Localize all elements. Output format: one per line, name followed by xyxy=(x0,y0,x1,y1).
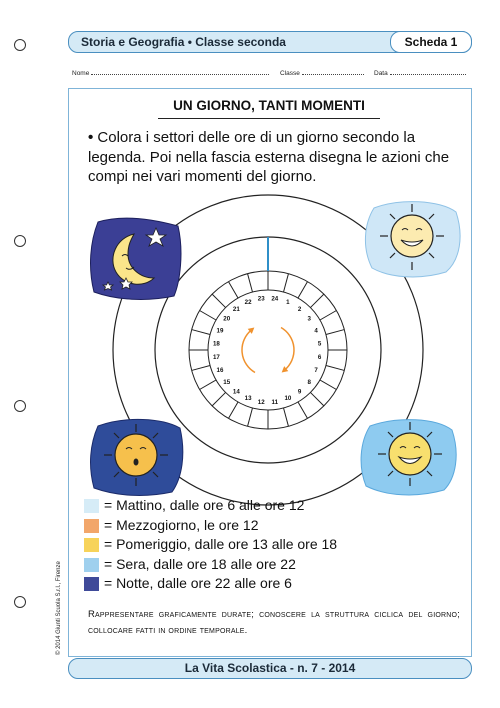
instruction-body: Colora i settori delle ore di un giorno secondo la legenda. Poi nella fascia esterna disegna le azioni che compi nei vari momenti del giorno. xyxy=(88,129,450,185)
hour-sector-divider xyxy=(320,380,336,390)
hour-number: 10 xyxy=(284,395,292,403)
hour-sector-divider xyxy=(200,311,216,321)
worksheet-tab: Scheda 1 xyxy=(390,31,472,53)
hour-sector-divider xyxy=(284,274,289,292)
morning-sun-picture xyxy=(360,196,464,280)
afternoon-sun-picture xyxy=(86,414,186,498)
hour-number: 19 xyxy=(216,327,224,335)
footer-bar: La Vita Scolastica - n. 7 - 2014 xyxy=(68,658,472,679)
hour-sector-divider xyxy=(192,330,210,335)
hour-sector-divider xyxy=(326,330,344,335)
legend-label: = Mezzogiorno, le ore 12 xyxy=(104,516,259,533)
legend-label: = Notte, dalle ore 22 alle ore 6 xyxy=(104,575,292,591)
hour-sector-divider xyxy=(298,282,308,298)
hour-number: 22 xyxy=(244,299,252,307)
legend-swatch xyxy=(84,577,99,591)
class-field-label: Classe xyxy=(280,70,300,77)
hour-number: 12 xyxy=(257,398,265,406)
hour-number: 18 xyxy=(212,340,220,348)
hour-sector-divider xyxy=(284,408,289,426)
evening-sun-picture xyxy=(356,414,460,498)
hour-number: 13 xyxy=(244,395,252,403)
legend-swatch xyxy=(84,519,99,533)
hour-number: 7 xyxy=(314,367,318,375)
hour-sector-divider xyxy=(326,366,344,371)
hour-sector-divider xyxy=(200,380,216,390)
hour-number: 4 xyxy=(314,327,318,335)
legend-swatch xyxy=(84,499,99,513)
hour-sector-divider xyxy=(192,366,210,371)
sector-ring-inner xyxy=(208,290,328,410)
hour-number: 24 xyxy=(271,295,279,303)
hour-number: 21 xyxy=(232,305,240,313)
hour-sector-divider xyxy=(310,392,323,405)
hour-sector-divider xyxy=(229,282,239,298)
hour-number: 23 xyxy=(257,295,265,303)
hour-number: 14 xyxy=(232,388,240,396)
legend-swatch xyxy=(84,558,99,572)
hour-number: 3 xyxy=(307,315,311,323)
hour-number: 11 xyxy=(271,398,279,406)
hour-number: 1 xyxy=(286,299,290,307)
date-field-label: Data xyxy=(374,70,388,77)
hour-number: 9 xyxy=(297,388,302,396)
hour-number: 5 xyxy=(317,340,322,348)
hour-sector-divider xyxy=(248,274,253,292)
hour-number: 20 xyxy=(223,315,231,323)
hour-sector-divider xyxy=(212,294,225,307)
hour-number: 16 xyxy=(216,367,224,375)
learning-objectives: Rappresentare graficamente durate; conoscere la struttura ciclica del giorno; collocare fatti in ordine temporale. xyxy=(88,609,460,636)
direction-arrow xyxy=(242,330,255,372)
page-title: UN GIORNO, TANTI MOMENTI xyxy=(173,98,365,113)
hour-sector-divider xyxy=(248,408,253,426)
night-moon-picture xyxy=(86,212,186,302)
hour-number: 8 xyxy=(307,378,311,386)
instruction-text: • Colora i settori delle ore di un giorno secondo la legenda. Poi nella fascia esterna disegna le azioni che compi nei vari momenti del giorno. xyxy=(88,129,450,185)
hour-sector-divider xyxy=(320,311,336,321)
legend-label: = Mattino, dalle ore 6 alle ore 12 xyxy=(104,497,305,513)
hour-sector-divider xyxy=(310,294,323,307)
hour-number: 15 xyxy=(223,378,231,386)
name-field-label: Nome xyxy=(72,70,90,77)
hour-sector-divider xyxy=(229,402,239,418)
direction-arrow xyxy=(281,327,294,369)
hour-sector-divider xyxy=(212,392,225,405)
hour-number: 17 xyxy=(212,353,220,361)
legend-label: = Pomeriggio, dalle ore 13 alle ore 18 xyxy=(104,536,338,552)
subject-label: Storia e Geografia • Classe seconda xyxy=(81,35,286,49)
legend-label: = Sera, dalle ore 18 alle ore 22 xyxy=(104,555,296,572)
hour-sector-divider xyxy=(298,402,308,418)
copyright-note: © 2014 Giunti Scuola S.r.l., Firenze xyxy=(56,561,62,655)
legend-swatch xyxy=(84,538,99,552)
hour-number: 2 xyxy=(297,305,302,313)
hour-number: 6 xyxy=(317,353,322,361)
